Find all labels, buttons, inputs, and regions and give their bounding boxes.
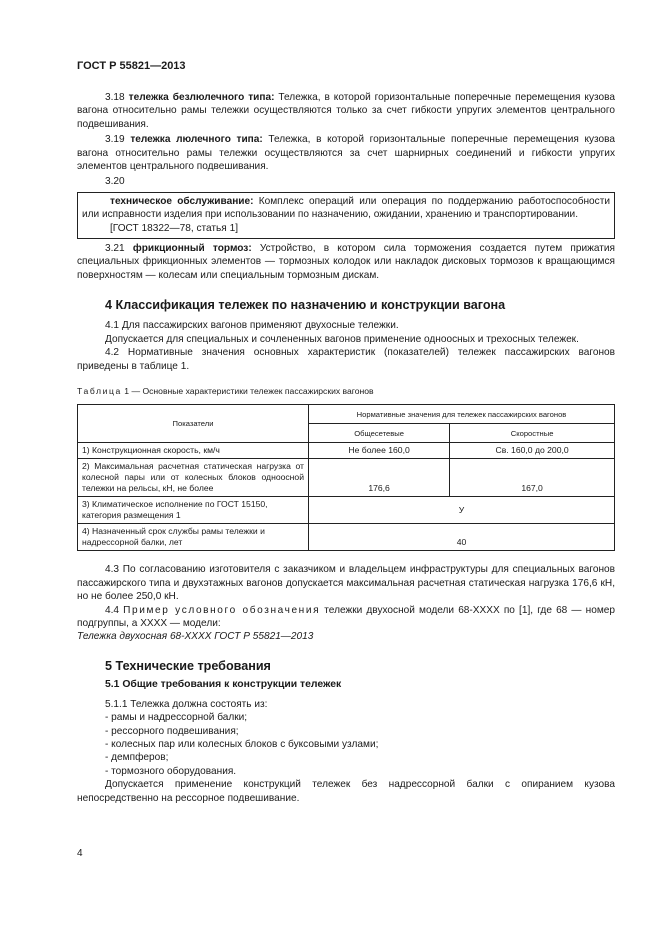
subsection-5-1-title: 5.1 Общие требования к конструкции тележек xyxy=(105,678,342,690)
page-number: 4 xyxy=(77,848,83,859)
characteristics-table xyxy=(77,404,615,551)
header-param: Показатели xyxy=(78,405,309,443)
section-5-title: 5 Технические требования xyxy=(105,658,271,673)
list-item: - тормозного оборудования. xyxy=(105,765,237,777)
definition: Устройство, в котором сила торможения создается путем прижатия специальных фрикционных элементов — тормозных колодок или накладок дисковых тормозов к вращающимся поверхностям — колесам или специальным тормозным дискам. xyxy=(77,243,615,281)
clause-3-21 xyxy=(77,242,615,282)
table-row: 2) Максимальная расчетная статическая нагрузка от колесной пары или от колесных блоков одноосной тележки на рельсы, кН, не более 176,6 167,0 xyxy=(78,459,615,497)
page-content xyxy=(77,91,615,805)
definition: Комплекс операций или операция по поддержанию работоспособности или исправности изделия при использовании по назначению, ожидании, хранению и транспортировании. xyxy=(82,195,610,221)
table-row: 1) Конструкционная скорость, км/ч Не более 160,0 Св. 160,0 до 200,0 xyxy=(78,443,615,459)
list-item: - рессорного подвешивания; xyxy=(105,725,239,737)
header-fast: Скоростные xyxy=(450,424,615,443)
definition-box xyxy=(77,192,615,239)
clause-4-3: 4.3 По согласованию изготовителя с заказчиком и владельцем инфраструктуры для специальных вагонов пассажирского типа и двухэтажных вагонов допускается максимальная расчетная статическая нагрузка 176,6 кН, но не более 250,0 кН. xyxy=(77,564,615,603)
clause-3-18 xyxy=(77,91,615,131)
document-header: ГОСТ Р 55821—2013 xyxy=(77,60,186,72)
clause-number: 3.21 xyxy=(105,243,125,255)
clause-3-20-number: 3.20 xyxy=(105,176,125,188)
term: тележка безлюлечного типа: xyxy=(128,92,275,103)
term: фрикционный тормоз: xyxy=(132,243,252,255)
list-item: - колесных пар или колесных блоков с буксовыми узлами; xyxy=(105,738,379,750)
clause-4-1-note: Допускается для специальных и сочлененных вагонов применение одноосных и трехосных тележек. xyxy=(105,333,579,345)
header-norm: Нормативные значения для тележек пассажирских вагонов xyxy=(309,405,615,424)
clause-4-4: 4.4 Пример условного обозначения тележки двухосной модели 68-XXXX по [1], где 68 — номер подгруппы, а XXXX — модели: xyxy=(77,604,616,629)
clause-4-1: 4.1 Для пассажирских вагонов применяют двухосные тележки. xyxy=(105,320,399,332)
header-general: Общесетевые xyxy=(309,424,450,443)
section-4-title: 4 Классификация тележек по назначению и конструкции вагона xyxy=(105,298,506,313)
clause-5-1-1-note: Допускается применение конструкций тележек без надрессорной балки с опиранием кузова непосредственно на рессорное подвешивание. xyxy=(77,779,615,804)
term: тележка люлечного типа: xyxy=(130,134,263,146)
clause-number: 3.18 xyxy=(105,92,125,103)
clause-3-19 xyxy=(77,133,615,173)
definition: Тележка, в которой горизонтальные поперечные перемещения кузова вагона относительно рамы тележки осуществляются только за счет гибкости упругих элементов центрального подвешивания. xyxy=(77,92,615,130)
designation-example: Тележка двухосная 68-XXXX ГОСТ Р 55821—2013 xyxy=(77,631,314,643)
clause-5-1-1: 5.1.1 Тележка должна состоять из: xyxy=(105,698,268,710)
clause-number: 3.19 xyxy=(105,134,125,146)
source-reference: [ГОСТ 18322—78, статья 1] xyxy=(110,222,238,234)
term: техническое обслуживание: xyxy=(110,195,254,207)
list-item: - демпферов; xyxy=(105,752,169,764)
definition: Тележка, в которой горизонтальные поперечные перемещения кузова вагона относительно рамы тележки осуществляются за счет шарнирных соединений и гибкости упругих элементов центрального подвешивания. xyxy=(77,134,616,173)
table-row: 3) Климатическое исполнение по ГОСТ 15150, категория размещения 1 У xyxy=(78,497,615,524)
list-item: - рамы и надрессорной балки; xyxy=(105,712,248,724)
table-caption: Таблица 1 — Основные характеристики тележек пассажирских вагонов xyxy=(77,385,374,396)
clause-4-2: 4.2 Нормативные значения основных характеристик (показателей) тележек пассажирских вагонов приведены в таблице 1. xyxy=(77,347,615,372)
table-row: 4) Назначенный срок службы рамы тележки и надрессорной балки, лет 40 xyxy=(78,524,615,551)
